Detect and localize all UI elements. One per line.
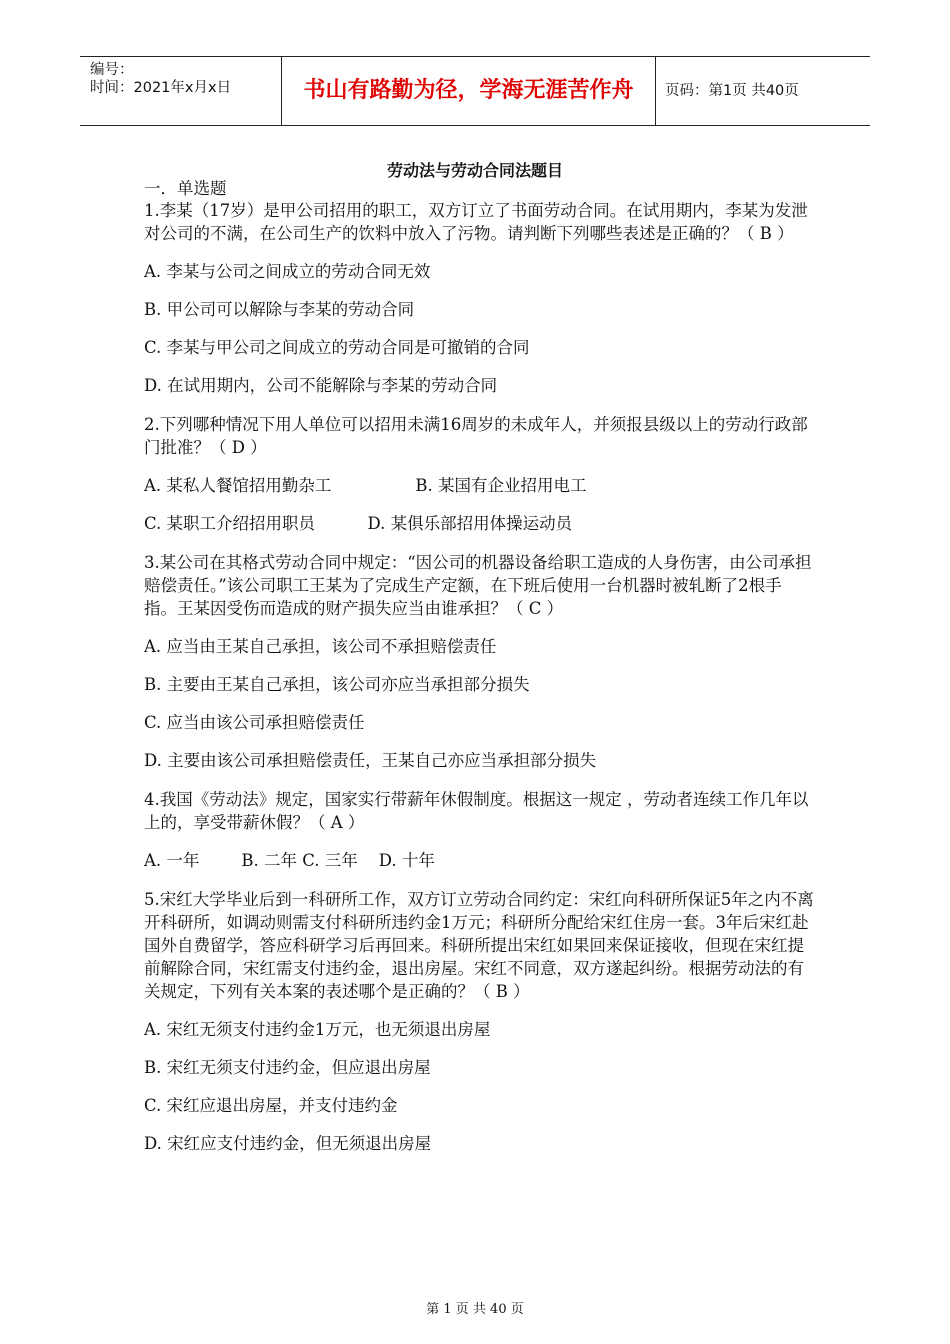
question-text: 3.某公司在其格式劳动合同中规定：“因公司的机器设备给职工造成的人身伤害，由公司承担赔偿责任。”该公司职工王某为了完成生产定额，在下班后使用一台机器时被轧断了2根手指。王某因受伤而造成的财产损失应当由谁承担？（ C ） bbox=[144, 553, 812, 618]
document-body bbox=[144, 178, 814, 1171]
time-label: 时间：2021年x月x日 bbox=[90, 80, 232, 96]
header-page-info: 页码：第1页 共40页 bbox=[665, 83, 799, 99]
number-label: 编号： bbox=[90, 62, 134, 78]
option-b: B. 甲公司可以解除与李某的劳动合同 bbox=[144, 300, 415, 319]
option-b: B. 主要由王某自己承担，该公司亦应当承担部分损失 bbox=[144, 675, 530, 694]
page-footer: 第 1 页 共 40 页 bbox=[426, 1302, 524, 1317]
option-c: C. 宋红应退出房屋，并支付违约金 bbox=[144, 1096, 398, 1115]
option-a: A. 宋红无须支付违约金1万元，也无须退出房屋 bbox=[144, 1020, 491, 1039]
options-abcd: A. 一年 B. 二年 C. 三年 D. 十年 bbox=[144, 851, 435, 870]
header-meta bbox=[80, 57, 282, 125]
option-c: C. 李某与甲公司之间成立的劳动合同是可撤销的合同 bbox=[144, 338, 530, 357]
header-motto: 书山有路勤为径，学海无涯苦作舟 bbox=[282, 57, 656, 125]
option-c: C. 应当由该公司承担赔偿责任 bbox=[144, 713, 365, 732]
option-d: D. 主要由该公司承担赔偿责任，王某自己亦应当承担部分损失 bbox=[144, 751, 597, 770]
section-heading: 一．单选题 bbox=[144, 179, 227, 198]
question-5 bbox=[144, 888, 814, 1155]
question-text: 2.下列哪种情况下用人单位可以招用未满16周岁的未成年人，并须报县级以上的劳动行政部门批准？（ D ） bbox=[144, 415, 808, 457]
options-cd: C. 某职工介绍招用职员 D. 某俱乐部招用体操运动员 bbox=[144, 514, 573, 533]
option-a: A. 应当由王某自己承担，该公司不承担赔偿责任 bbox=[144, 637, 497, 656]
option-b: B. 宋红无须支付违约金，但应退出房屋 bbox=[144, 1058, 431, 1077]
question-text: 1.李某（17岁）是甲公司招用的职工，双方订立了书面劳动合同。在试用期内，李某为发泄对公司的不满，在公司生产的饮料中放入了污物。请判断下列哪些表述是正确的？（ B ） bbox=[144, 201, 808, 243]
page-header bbox=[80, 56, 870, 126]
options-ab: A. 某私人餐馆招用勤杂工 B. 某国有企业招用电工 bbox=[144, 476, 587, 495]
question-2 bbox=[144, 413, 814, 535]
question-3 bbox=[144, 551, 814, 772]
document-title: 劳动法与劳动合同法题目 bbox=[386, 161, 563, 180]
question-text: 5.宋红大学毕业后到一科研所工作，双方订立劳动合同约定：宋红向科研所保证5年之内不离开科研所，如调动则需支付科研所违约金1万元；科研所分配给宋红住房一套。3年后宋红赴国外自费留学，答应科研学习后再回来。科研所提出宋红如果回来保证接收，但现在宋红提前解除合同，宋红需支付违约金，退出房屋。宋红不同意，双方遂起纠纷。根据劳动法的有关规定，下列有关本案的表述哪个是正确的？（ B ） bbox=[144, 890, 814, 1001]
question-4 bbox=[144, 788, 814, 872]
option-a: A. 李某与公司之间成立的劳动合同无效 bbox=[144, 262, 431, 281]
option-d: D. 宋红应支付违约金，但无须退出房屋 bbox=[144, 1134, 432, 1153]
question-text: 4.我国《劳动法》规定，国家实行带薪年休假制度。根据这一规定 ，劳动者连续工作几年以上的，享受带薪休假？（ A ） bbox=[144, 790, 809, 832]
option-d: D. 在试用期内，公司不能解除与李某的劳动合同 bbox=[144, 376, 498, 395]
question-1 bbox=[144, 199, 814, 397]
